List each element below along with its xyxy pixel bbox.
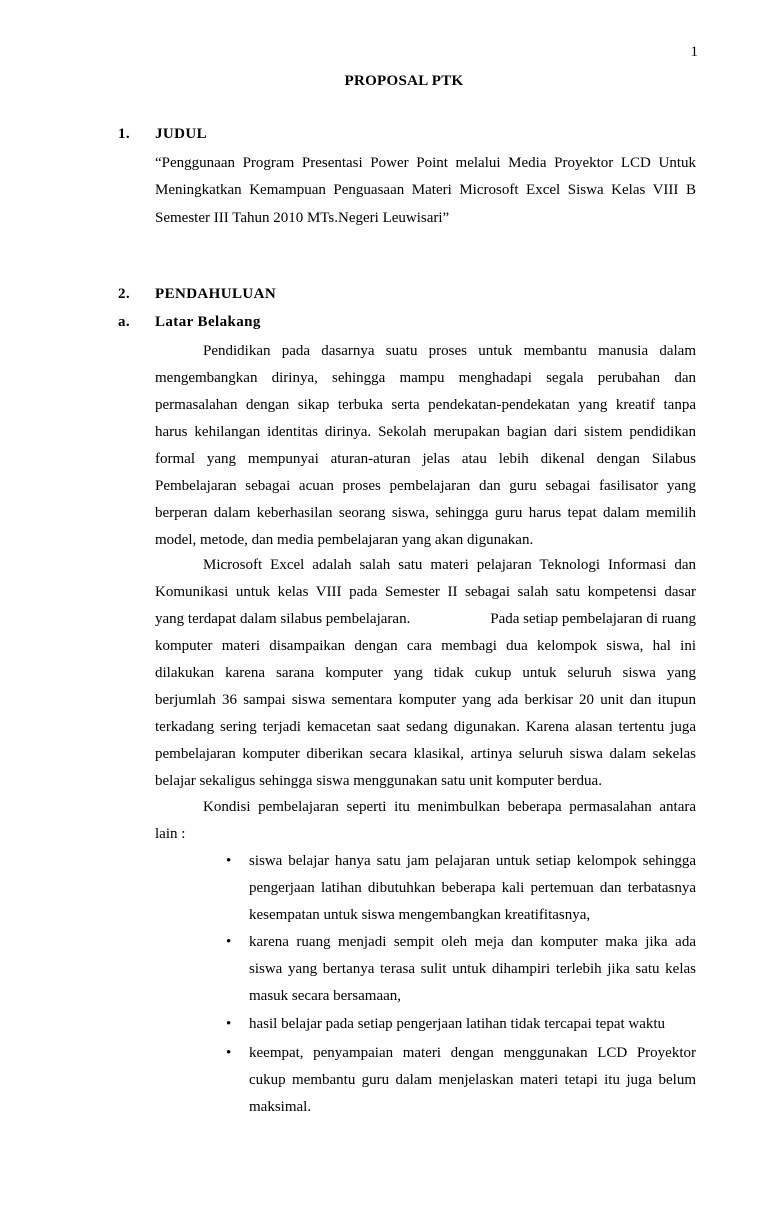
paragraph-line: permasalahan dengan sikap terbuka serta pendekatan-pendekatan yang kreatif tanpa bbox=[155, 397, 696, 413]
paragraph-line: formal yang mempunyai aturan-aturan jelas atau lebih dikenal dengan Silabus bbox=[155, 451, 696, 467]
paragraph-fragment: Pada setiap pembelajaran di ruang bbox=[490, 611, 696, 627]
bullet-marker: • bbox=[226, 1016, 232, 1032]
bullet-line: maksimal. bbox=[249, 1099, 312, 1115]
subsection-title: Latar Belakang bbox=[155, 314, 261, 330]
subsection-heading bbox=[118, 314, 261, 331]
bullet-marker: • bbox=[226, 853, 232, 869]
title-line: Semester III Tahun 2010 MTs.Negeri Leuwisari” bbox=[155, 210, 450, 226]
bullet-line: masuk secara bersamaan, bbox=[249, 988, 402, 1004]
paragraph-line: berperan dalam keberhasilan seorang siswa, sehingga guru harus tepat dalam memilih bbox=[155, 505, 696, 521]
paragraph-line: belajar sekaligus sehingga siswa menggunakan satu unit komputer berdua. bbox=[155, 773, 602, 789]
paragraph-line: Microsoft Excel adalah salah satu materi pelajaran Teknologi Informasi dan bbox=[203, 557, 696, 573]
paragraph-line: harus kehilangan identitas dirinya. Sekolah merupakan bagian dari sistem pendidikan bbox=[155, 424, 696, 440]
bullet-line: hasil belajar pada setiap pengerjaan latihan tidak tercapai tepat waktu bbox=[249, 1016, 666, 1032]
doc-title: PROPOSAL PTK bbox=[344, 73, 464, 89]
bullet-line: keempat, penyampaian materi dengan menggunakan LCD Proyektor bbox=[249, 1045, 696, 1061]
paragraph-fragment: yang terdapat dalam silabus pembelajaran. bbox=[155, 611, 411, 627]
section-1-heading bbox=[118, 126, 207, 143]
bullet-marker: • bbox=[226, 934, 232, 950]
paragraph-line: dilakukan karena sarana komputer yang tidak cukup untuk seluruh siswa yang bbox=[155, 665, 696, 681]
paragraph-line-split bbox=[155, 609, 696, 629]
paragraph-line: berjumlah 36 sampai siswa sementara komputer yang ada berkisar 20 unit dan itupun bbox=[155, 692, 696, 708]
section-2-number: 2. bbox=[118, 286, 131, 302]
bullet-line: siswa yang bertanya terasa sulit untuk dihampiri terlebih jika satu kelas bbox=[249, 961, 696, 977]
paragraph-line: komputer materi disampaikan dengan cara membagi dua kelompok siswa, hal ini bbox=[155, 638, 696, 654]
paragraph-line: Kondisi pembelajaran seperti itu menimbulkan beberapa permasalahan antara bbox=[203, 799, 696, 815]
paragraph-line: Komunikasi untuk kelas VIII pada Semester II sebagai salah satu kompetensi dasar bbox=[155, 584, 696, 600]
section-2-title: PENDAHULUAN bbox=[155, 286, 277, 302]
bullet-line: siswa belajar hanya satu jam pelajaran untuk setiap kelompok sehingga bbox=[249, 853, 696, 869]
title-line: “Penggunaan Program Presentasi Power Point melalui Media Proyektor LCD Untuk bbox=[155, 155, 696, 171]
title-line: Meningkatkan Kemampuan Penguasaan Materi Microsoft Excel Siswa Kelas VIII B bbox=[155, 182, 696, 198]
section-1-title: JUDUL bbox=[155, 126, 208, 142]
section-1-number: 1. bbox=[118, 126, 131, 142]
subsection-number: a. bbox=[118, 314, 131, 330]
page-number: 1 bbox=[690, 44, 698, 60]
paragraph-line: Pembelajaran sebagai acuan proses pembelajaran dan guru sebagai fasilisator yang bbox=[155, 478, 696, 494]
bullet-line: pengerjaan latihan dibutuhkan beberapa kali pertemuan dan terbatasnya bbox=[249, 880, 696, 896]
section-2-heading bbox=[118, 286, 276, 303]
paragraph-line: mengembangkan dirinya, sehingga mampu menghadapi segala perubahan dan bbox=[155, 370, 696, 386]
bullet-line: karena ruang menjadi sempit oleh meja dan komputer maka jika ada bbox=[249, 934, 696, 950]
bullet-marker: • bbox=[226, 1045, 232, 1061]
bullet-line: kesempatan untuk siswa mengembangkan kreatifitasnya, bbox=[249, 907, 591, 923]
paragraph-line: lain : bbox=[155, 826, 186, 842]
paragraph-line: terkadang sering terjadi kemacetan saat sedang digunakan. Karena alasan tertentu juga bbox=[155, 719, 696, 735]
bullet-line: cukup membantu guru dalam menjelaskan materi tetapi itu juga belum bbox=[249, 1072, 696, 1088]
paragraph-line: Pendidikan pada dasarnya suatu proses untuk membantu manusia dalam bbox=[203, 343, 696, 359]
paragraph-line: pembelajaran komputer diberikan secara klasikal, artinya seluruh siswa dalam sekelas bbox=[155, 746, 696, 762]
paragraph-line: model, metode, dan media pembelajaran yang akan digunakan. bbox=[155, 532, 534, 548]
